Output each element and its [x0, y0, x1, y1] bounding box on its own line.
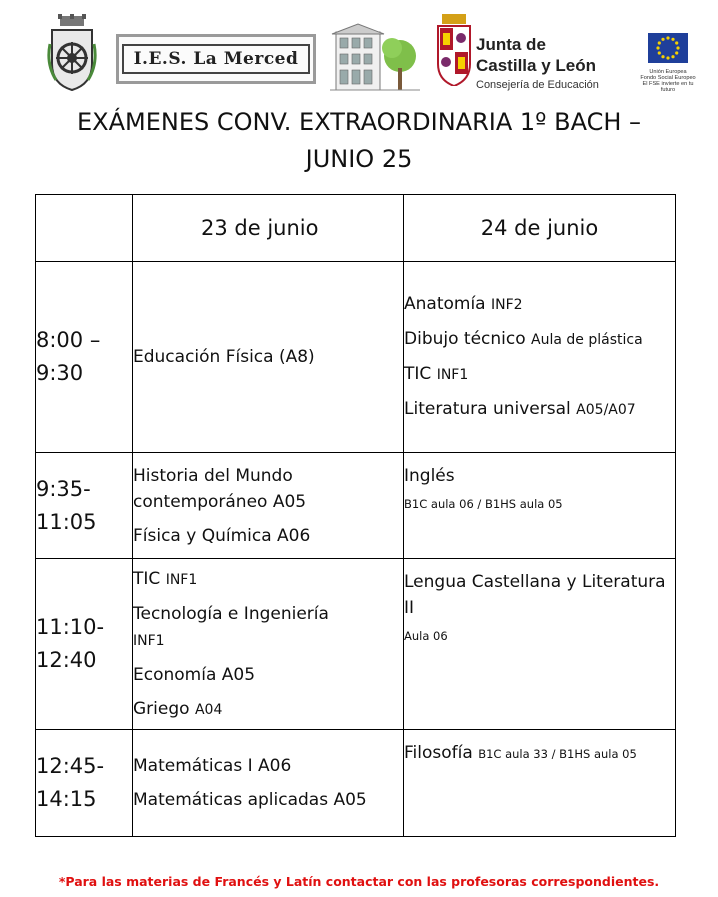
- exam-entry: [404, 326, 675, 353]
- exam-entry: [133, 787, 403, 813]
- exam-entry: [404, 463, 675, 489]
- crest-icon: [46, 14, 98, 92]
- subject-name: Matemáticas aplicadas A05: [133, 790, 367, 810]
- exam-entry: [133, 662, 403, 688]
- exam-entry: [133, 344, 403, 370]
- exam-entry: [404, 361, 675, 388]
- exam-cell-day23: [133, 453, 404, 559]
- exam-room: Aula 06: [404, 629, 448, 643]
- title-line1: EXÁMENES CONV. EXTRAORDINARIA 1º BACH –: [77, 108, 641, 136]
- time-end: 12:40: [36, 648, 97, 672]
- exam-cell-day24: [404, 730, 676, 837]
- subject-name: Física y Química A06: [133, 525, 311, 546]
- title-line2: JUNIO 25: [305, 145, 413, 173]
- subject-name: Educación Física (A8): [133, 347, 315, 367]
- eu-label-line2: Fondo Social Europeo: [640, 75, 696, 81]
- exam-schedule-table: [35, 194, 676, 837]
- junta-castilla-leon-logo: [434, 14, 614, 98]
- header-day-24: 24 de junio: [404, 195, 676, 262]
- subject-name: TIC: [404, 364, 432, 384]
- exam-entry: [404, 291, 675, 318]
- european-union-logo: [640, 33, 696, 95]
- time-slot: [36, 559, 133, 730]
- exam-cell-day23: [133, 730, 404, 837]
- header-time-cell: [36, 195, 133, 262]
- time-end: 9:30: [36, 361, 84, 385]
- exam-room: A04: [194, 701, 223, 718]
- header-day-23: 23 de junio: [133, 195, 404, 262]
- exam-entry: [404, 569, 675, 621]
- time-start: 11:10-: [36, 615, 105, 639]
- eu-label-line1: Unión Europea: [649, 69, 687, 75]
- subject-name: Matemáticas I A06: [133, 756, 292, 776]
- subject-name: Tecnología e Ingeniería: [133, 603, 329, 624]
- table-header-row: [36, 195, 676, 262]
- exam-cell-day24: [404, 262, 676, 453]
- footnote: *Para las materias de Francés y Latín contactar con las profesoras correspondientes.: [58, 874, 660, 889]
- time-start: 12:45-: [36, 754, 105, 778]
- school-building-icon: [330, 22, 420, 94]
- eu-flag-icon: [640, 33, 696, 67]
- jcyl-name-line2: Castilla y León: [476, 56, 596, 75]
- exam-cell-day23: [133, 559, 404, 730]
- eu-label-line3: El FSE invierte en tu futuro: [642, 81, 694, 93]
- exam-entry: [133, 463, 403, 515]
- exam-cell-day23: [133, 262, 404, 453]
- ies-logo-text: I.E.S. La Merced: [122, 44, 311, 74]
- time-slot: [36, 453, 133, 559]
- exam-room: A05/A07: [576, 402, 636, 418]
- exam-entry: [133, 601, 403, 654]
- exam-entry: [404, 740, 675, 766]
- eu-label: [640, 69, 696, 93]
- subject-name: Dibujo técnico: [404, 329, 526, 349]
- exam-room: B1C aula 06 / B1HS aula 05: [404, 497, 563, 511]
- subject-name: TIC: [133, 568, 161, 589]
- table-row: [36, 453, 676, 559]
- exam-entry: [404, 396, 675, 423]
- page-title: [0, 104, 718, 178]
- time-slot: [36, 730, 133, 837]
- exam-room: B1C aula 33 / B1HS aula 05: [478, 747, 637, 761]
- exam-room: INF1: [165, 571, 198, 588]
- exam-cell-day24: [404, 559, 676, 730]
- time-start: 9:35-: [36, 476, 91, 501]
- subject-name: Anatomía: [404, 294, 486, 314]
- subject-name: Inglés: [404, 466, 455, 486]
- exam-entry: [133, 523, 403, 549]
- time-slot: [36, 262, 133, 453]
- exam-room: Aula de plástica: [531, 332, 643, 348]
- table-row: [36, 559, 676, 730]
- exam-cell-day24: [404, 453, 676, 559]
- exam-entry: [133, 566, 403, 593]
- subject-name: Griego: [133, 698, 190, 719]
- subject-name: Filosofía: [404, 743, 473, 763]
- time-start: 8:00 –: [36, 328, 101, 352]
- table-row: [36, 262, 676, 453]
- time-end: 14:15: [36, 787, 97, 811]
- exam-entry: [133, 753, 403, 779]
- exam-entry: [133, 696, 403, 723]
- time-end: 11:05: [36, 509, 97, 534]
- subject-name: Lengua Castellana y Literatura II: [404, 572, 666, 618]
- jcyl-department: Consejería de Educación: [476, 79, 599, 91]
- castilla-leon-shield-icon: [434, 14, 474, 86]
- ies-la-merced-logo: [116, 34, 316, 84]
- subject-name: Economía A05: [133, 664, 256, 685]
- exam-room: INF2: [491, 297, 523, 313]
- subject-name: Literatura universal: [404, 399, 571, 419]
- exam-room: INF1: [133, 632, 165, 649]
- table-row: [36, 730, 676, 837]
- exam-room: INF1: [436, 367, 469, 383]
- jcyl-name-line1: Junta de: [476, 35, 546, 54]
- subject-name: Historia del Mundo contemporáneo A05: [133, 465, 307, 512]
